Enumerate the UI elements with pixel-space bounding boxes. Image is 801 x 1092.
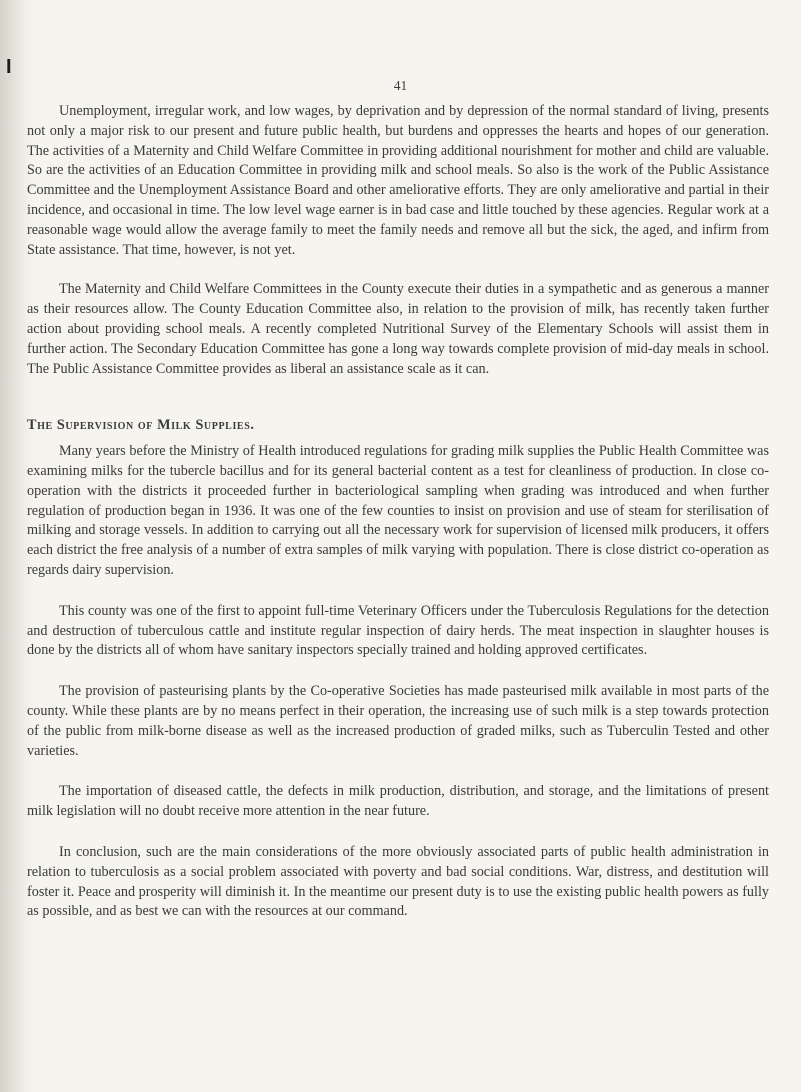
paragraph-maternity-welfare: The Maternity and Child Welfare Committees in the County execute their duties in a sympathetic and as generous a manner as their resources allow. The County Education Committee also, in relation to the provision of milk, has recently taken further action about providing school meals. A recently completed Nutritional Survey of the Elementary Schools will assist them in further action. The Secondary Education Committee has gone a long way towards complete provision of mid-day meals in school. The Public Assistance Committee provides as liberal an assistance scale as it can. <box>27 281 769 377</box>
margin-mark: I <box>6 56 11 78</box>
paragraph-diseased-cattle: The importation of diseased cattle, the defects in milk production, distribution, and storage, and the limitations of present milk legislation will no doubt receive more attention in the near future. <box>27 783 769 820</box>
paragraph-milk-grading: Many years before the Ministry of Health introduced regulations for grading milk supplies the Public Health Committee was examining milks for the tubercle bacillus and for its general bacterial content as a test for cleanliness of production. In close co-operation with the districts it proceeded further in bacteriological sampling when grading was introduced and when further regulation of production began in 1936. It was one of the few counties to insist on provision and use of steam for sterilisation of milking and storage vessels. In addition to carrying out all the necessary work for supervision of licensed milk producers, it offers each district the free analysis of a number of extra samples of milk varying with population. There is close district co-operation as regards dairy supervision. <box>27 443 769 578</box>
section-heading: The Supervision of Milk Supplies. <box>27 417 255 434</box>
paragraph-conclusion: In conclusion, such are the main considerations of the more obviously associated parts of public health administration in relation to tuberculosis as a social problem associated with poverty and bad social conditions. War, distress, and destitution will foster it. Peace and prosperity will diminish it. In the meantime our present duty is to use the existing public health powers as fully as possible, and as best we can with the resources at our command. <box>27 843 769 920</box>
page-number: 41 <box>393 78 408 93</box>
paragraph-veterinary-officers: This county was one of the first to appoint full-time Veterinary Officers under the Tuberculosis Regulations for the detection and destruction of tuberculous cattle and institute regular inspection of dairy herds. The meat inspection in slaughter houses is done by the districts all of whom have sanitary inspectors specially trained and holding approved certificates. <box>27 602 769 659</box>
page-body <box>27 102 769 922</box>
paragraph-pasteurising: The provision of pasteurising plants by the Co-operative Societies has made pasteurised milk available in most parts of the county. While these plants are by no means perfect in their operation, the increasing use of such milk is a step towards protection of the public from milk-borne disease as well as the increased production of graded milks, such as Tuberculin Tested and other varieties. <box>27 683 769 759</box>
paragraph-unemployment: Unemployment, irregular work, and low wages, by deprivation and by depression of the normal standard of living, presents not only a major risk to our present and future public health, but burdens and oppresses the hearts and hopes of our generation. The activities of a Maternity and Child Welfare Committee in providing additional nourishment for mother and child are valuable. So are the activities of an Education Committee in providing milk and school meals. So also is the work of the Public Assistance Committee and the Unemployment Assistance Board and other ameliorative efforts. They are only ameliorative and partial in their incidence, and occasional in time. The low level wage earner is in bad case and little touched by these agencies. Regular work at a reasonable wage would allow the average family to meet the family needs and remove all but the sick, the aged, and infirm from State assistance. That time, however, is not yet. <box>27 103 769 258</box>
